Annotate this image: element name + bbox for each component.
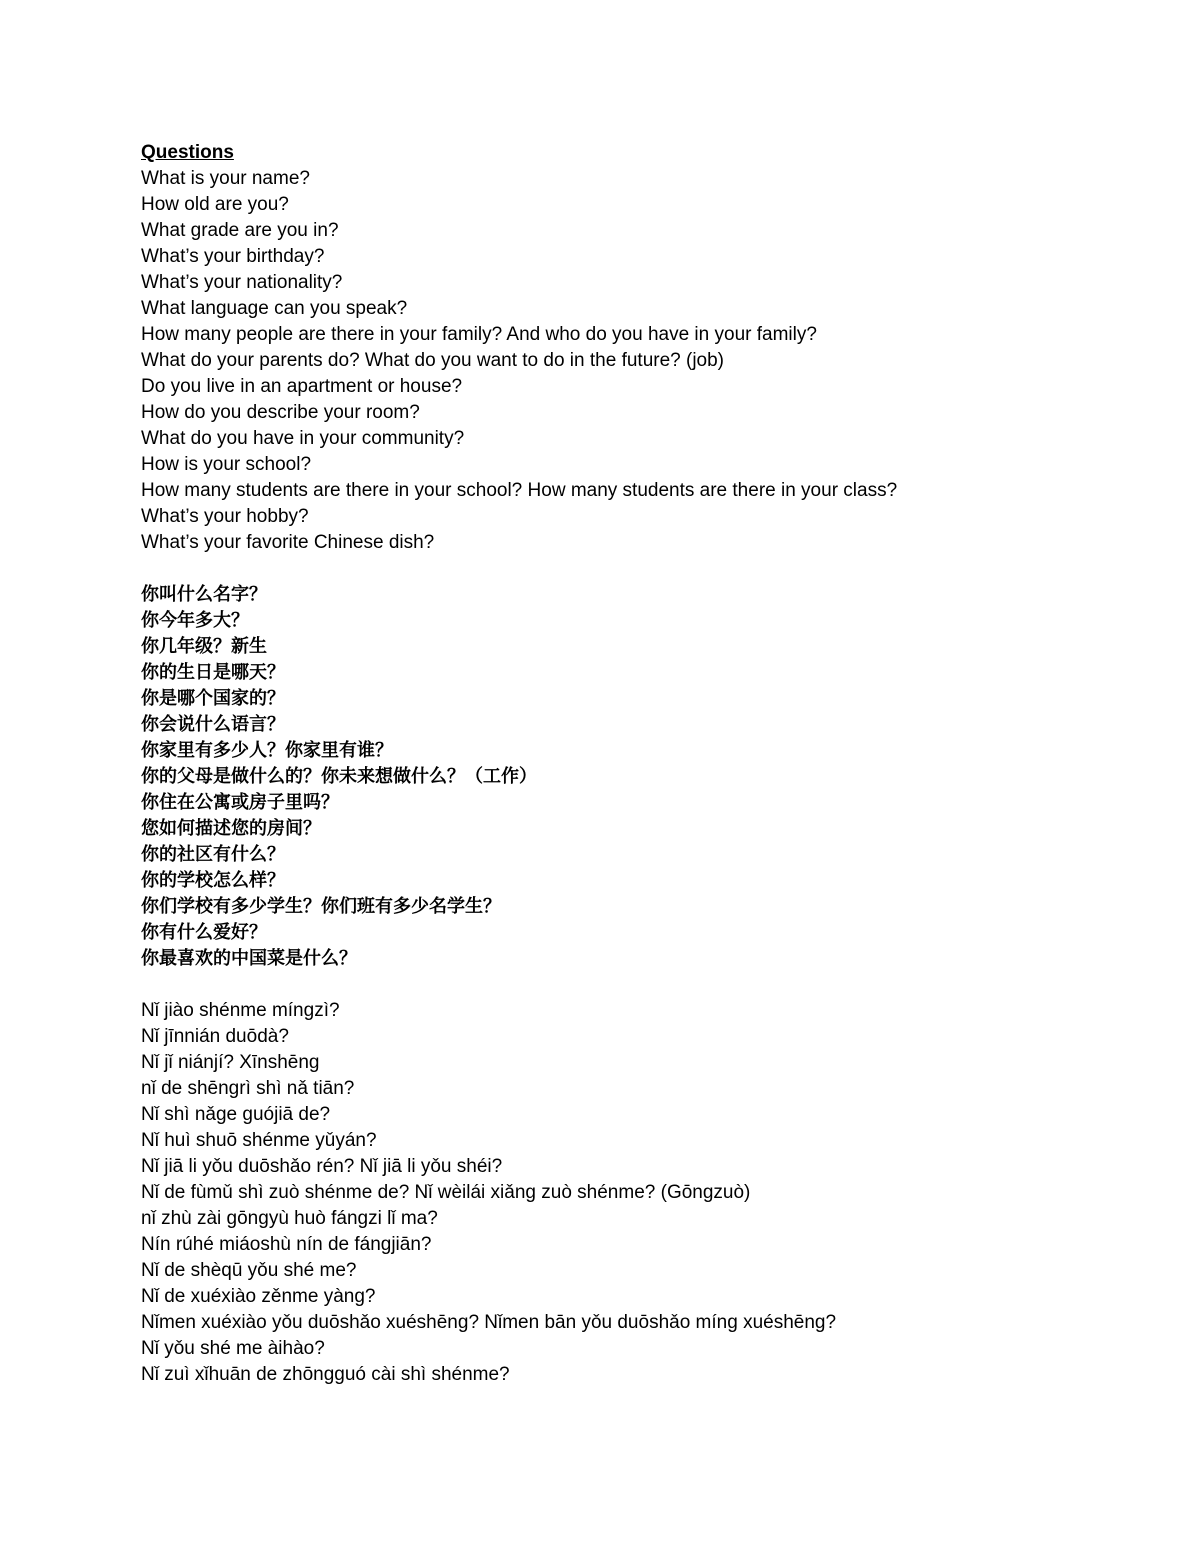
pinyin-question: Nǐ de shèqū yǒu shé me? — [141, 1260, 357, 1281]
chinese-question: 你有什么爱好？ — [141, 922, 267, 943]
pinyin-question: Nǐ yǒu shé me àihào? — [141, 1338, 325, 1359]
pinyin-question: Nǐ jiā li yǒu duōshǎo rén? Nǐ jiā li yǒu shéi? — [141, 1156, 503, 1177]
chinese-question: 你的学校怎么样？ — [141, 870, 285, 891]
section-spacer — [141, 972, 1141, 998]
pinyin-question: Nín rúhé miáoshù nín de fángjiān? — [141, 1234, 432, 1255]
english-questions-list — [141, 166, 1141, 556]
chinese-questions-list — [141, 582, 1141, 972]
chinese-question: 您如何描述您的房间？ — [141, 818, 321, 839]
pinyin-question: Nǐ jīnnián duōdà? — [141, 1026, 289, 1047]
chinese-question: 你家里有多少人？你家里有谁？ — [141, 740, 393, 761]
english-question: What’s your favorite Chinese dish? — [141, 532, 435, 553]
section-spacer — [141, 556, 1141, 582]
pinyin-question: Nǐ de xuéxiào zěnme yàng? — [141, 1286, 376, 1307]
english-question: How is your school? — [141, 454, 312, 475]
pinyin-question: Nǐ zuì xǐhuān de zhōngguó cài shì shénme? — [141, 1364, 510, 1385]
pinyin-question: nǐ zhù zài gōngyù huò fángzi lǐ ma? — [141, 1208, 438, 1229]
chinese-question: 你们学校有多少学生？你们班有多少名学生？ — [141, 896, 501, 917]
pinyin-question: Nǐ shì nǎge guójiā de? — [141, 1104, 331, 1125]
pinyin-question: Nǐ huì shuō shénme yǔyán? — [141, 1130, 377, 1151]
chinese-question: 你住在公寓或房子里吗？ — [141, 792, 339, 813]
english-question: How many people are there in your family? And who do you have in your family? — [141, 324, 817, 345]
english-question: Do you live in an apartment or house? — [141, 376, 463, 397]
english-question: What grade are you in? — [141, 220, 339, 241]
english-question: What’s your hobby? — [141, 506, 309, 527]
questions-heading: Questions — [141, 142, 234, 163]
pinyin-question: Nǐmen xuéxiào yǒu duōshǎo xuéshēng? Nǐmen bān yǒu duōshǎo míng xuéshēng? — [141, 1312, 837, 1333]
document-page — [141, 140, 1141, 1388]
chinese-question: 你会说什么语言？ — [141, 714, 285, 735]
english-question: How many students are there in your school? How many students are there in your class? — [141, 480, 898, 501]
chinese-question: 你的父母是做什么的？你未来想做什么？（工作） — [141, 766, 537, 787]
english-question: What do your parents do? What do you want to do in the future? (job) — [141, 350, 725, 371]
english-question: What’s your birthday? — [141, 246, 325, 267]
pinyin-questions-list — [141, 998, 1141, 1388]
chinese-question: 你今年多大？ — [141, 610, 249, 631]
chinese-question: 你叫什么名字？ — [141, 584, 267, 605]
english-question: How old are you? — [141, 194, 289, 215]
chinese-question: 你是哪个国家的？ — [141, 688, 285, 709]
pinyin-question: nǐ de shēngrì shì nǎ tiān? — [141, 1078, 355, 1099]
english-question: What do you have in your community? — [141, 428, 465, 449]
pinyin-question: Nǐ de fùmǔ shì zuò shénme de? Nǐ wèilái xiǎng zuò shénme? (Gōngzuò) — [141, 1182, 751, 1203]
pinyin-question: Nǐ jǐ niánjí? Xīnshēng — [141, 1052, 320, 1073]
english-question: What’s your nationality? — [141, 272, 343, 293]
chinese-question: 你的社区有什么？ — [141, 844, 285, 865]
chinese-question: 你最喜欢的中国菜是什么？ — [141, 948, 357, 969]
chinese-question: 你几年级？新生 — [141, 636, 267, 657]
pinyin-question: Nǐ jiào shénme míngzì? — [141, 1000, 340, 1021]
english-question: What is your name? — [141, 168, 310, 189]
english-question: What language can you speak? — [141, 298, 408, 319]
english-question: How do you describe your room? — [141, 402, 420, 423]
chinese-question: 你的生日是哪天？ — [141, 662, 285, 683]
